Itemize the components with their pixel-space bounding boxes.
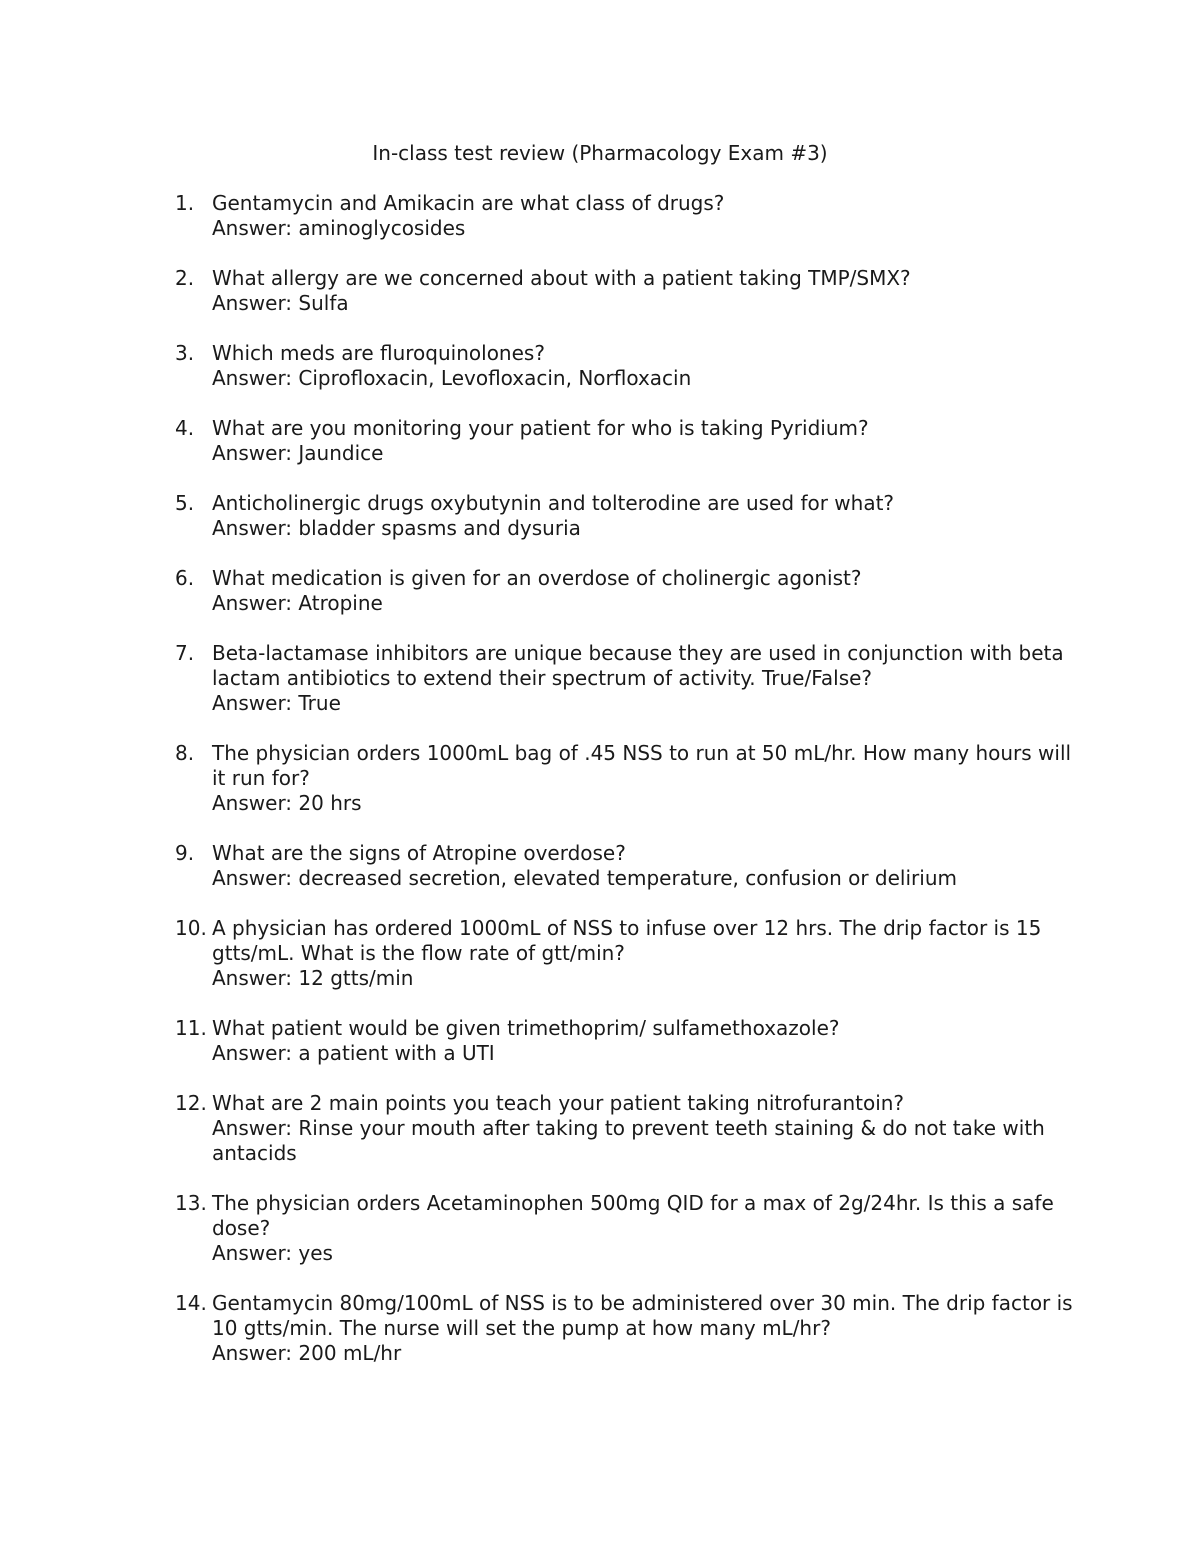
question-number: 5. [175, 491, 195, 515]
question-item [175, 1016, 1075, 1066]
question-text: What are 2 main points you teach your patient taking nitrofurantoin? [212, 1091, 905, 1115]
question-text: A physician has ordered 1000mL of NSS to infuse over 12 hrs. The drip factor is 15 gtts/mL. What is the flow rate of gtt/min? [212, 916, 1042, 965]
question-number: 1. [175, 191, 195, 215]
answer-text: Answer: Atropine [212, 591, 383, 615]
question-item [175, 1291, 1075, 1366]
question-number: 14. [175, 1291, 207, 1315]
question-item [175, 266, 1075, 316]
question-text: What are the signs of Atropine overdose? [212, 841, 626, 865]
question-item [175, 341, 1075, 391]
question-item [175, 191, 1075, 241]
answer-text: Answer: Ciprofloxacin, Levofloxacin, Norfloxacin [212, 366, 692, 390]
answer-text: Answer: a patient with a UTI [212, 1041, 495, 1065]
question-number: 3. [175, 341, 195, 365]
question-text: What are you monitoring your patient for who is taking Pyridium? [212, 416, 869, 440]
answer-text: Answer: Sulfa [212, 291, 349, 315]
question-item [175, 1091, 1075, 1166]
question-number: 2. [175, 266, 195, 290]
answer-text: Answer: 200 mL/hr [212, 1341, 402, 1365]
question-number: 13. [175, 1191, 207, 1215]
question-text: The physician orders Acetaminophen 500mg QID for a max of 2g/24hr. Is this a safe dose? [212, 1191, 1054, 1240]
question-text: What patient would be given trimethoprim/ sulfamethoxazole? [212, 1016, 840, 1040]
question-text: Gentamycin and Amikacin are what class of drugs? [212, 191, 725, 215]
question-item [175, 1191, 1075, 1266]
answer-text: Answer: yes [212, 1241, 333, 1265]
question-number: 11. [175, 1016, 207, 1040]
answer-text: Answer: 12 gtts/min [212, 966, 414, 990]
question-item [175, 491, 1075, 541]
question-number: 4. [175, 416, 195, 440]
question-item [175, 566, 1075, 616]
question-number: 7. [175, 641, 195, 665]
question-item [175, 416, 1075, 466]
question-text: Which meds are fluroquinolones? [212, 341, 545, 365]
question-item [175, 641, 1075, 716]
question-text: What medication is given for an overdose of cholinergic agonist? [212, 566, 862, 590]
question-text: Beta-lactamase inhibitors are unique because they are used in conjunction with beta lactam antibiotics to extend their spectrum of activity. True/False? [212, 641, 1064, 690]
answer-text: Answer: aminoglycosides [212, 216, 466, 240]
answer-text: Answer: Rinse your mouth after taking to prevent teeth staining & do not take with antacids [212, 1116, 1045, 1165]
page-title: In-class test review (Pharmacology Exam #3) [372, 141, 828, 165]
answer-text: Answer: Jaundice [212, 441, 384, 465]
question-item [175, 916, 1075, 991]
question-number: 9. [175, 841, 195, 865]
answer-text: Answer: 20 hrs [212, 791, 362, 815]
question-text: Gentamycin 80mg/100mL of NSS is to be administered over 30 min. The drip factor is 10 gtts/min. The nurse will set the pump at how many mL/hr? [212, 1291, 1073, 1340]
question-number: 10. [175, 916, 207, 940]
question-item [175, 741, 1075, 816]
answer-text: Answer: True [212, 691, 341, 715]
answer-text: Answer: bladder spasms and dysuria [212, 516, 581, 540]
question-list [175, 191, 1075, 1366]
question-number: 6. [175, 566, 195, 590]
answer-text: Answer: decreased secretion, elevated temperature, confusion or delirium [212, 866, 957, 890]
question-number: 8. [175, 741, 195, 765]
question-text: What allergy are we concerned about with a patient taking TMP/SMX? [212, 266, 911, 290]
question-item [175, 841, 1075, 891]
question-text: The physician orders 1000mL bag of .45 NSS to run at 50 mL/hr. How many hours will it run for? [212, 741, 1072, 790]
question-text: Anticholinergic drugs oxybutynin and tolterodine are used for what? [212, 491, 895, 515]
question-number: 12. [175, 1091, 207, 1115]
